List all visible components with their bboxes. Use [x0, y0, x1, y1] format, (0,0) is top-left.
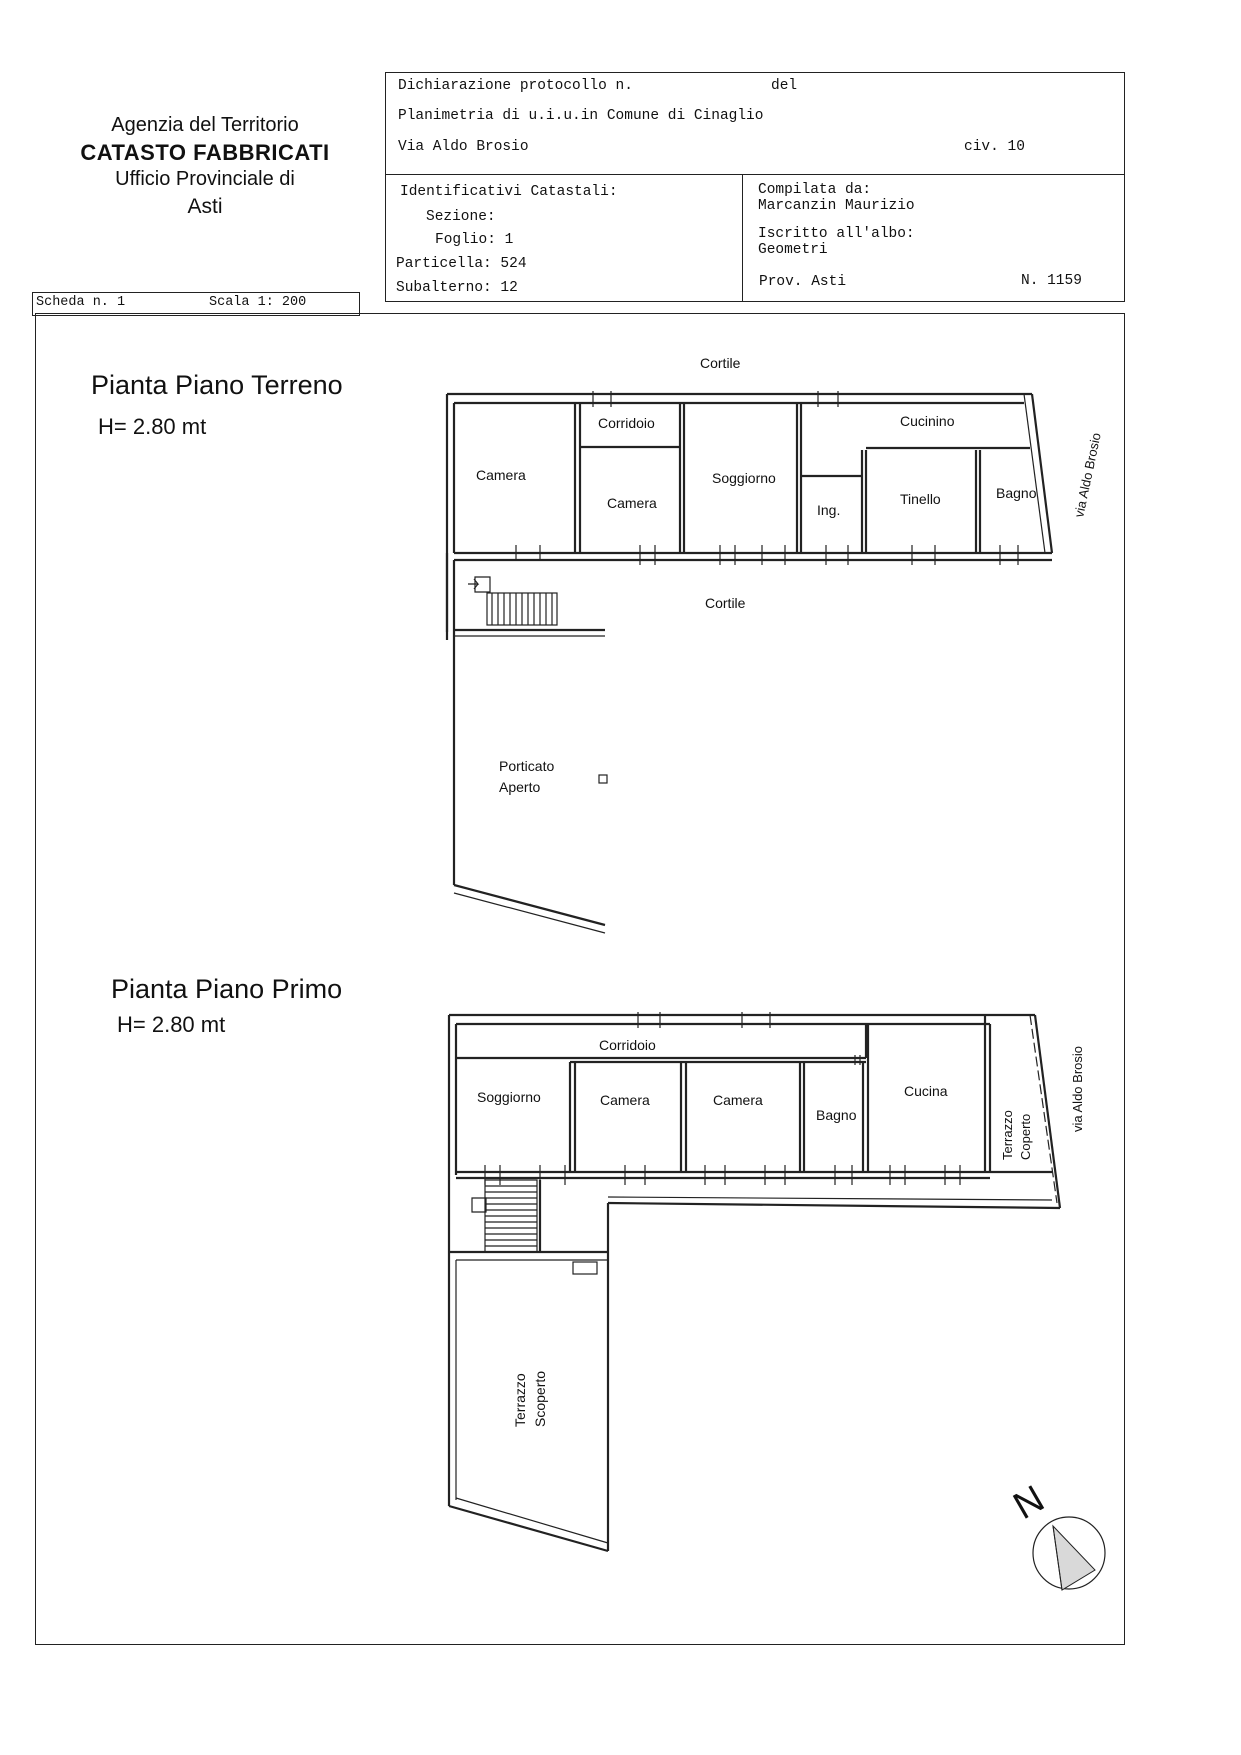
room-label-soggiorno: Soggiorno [477, 1089, 541, 1105]
north-label: N [1006, 1477, 1052, 1528]
room-label-terrazzo-coperto: Terrazzo [1000, 1110, 1015, 1160]
particella-field: Particella: 524 [396, 256, 527, 272]
sezione-field: Sezione: [426, 209, 496, 225]
ground-floor-height: H= 2.80 mt [98, 414, 207, 439]
room-label-soggiorno: Soggiorno [712, 470, 776, 486]
room-label-bagno: Bagno [996, 485, 1037, 501]
wall [608, 1203, 1060, 1208]
room-label-cucina: Cucina [904, 1083, 948, 1099]
street-label: via Aldo Brosio [1071, 431, 1104, 519]
compilata-label: Compilata da: [758, 182, 872, 198]
compilata-name: Marcanzin Maurizio [758, 198, 915, 214]
north-arrow-icon [1007, 1478, 1105, 1590]
room-label-ingresso: Ing. [817, 502, 841, 518]
room-label-bagno: Bagno [816, 1107, 857, 1123]
wall [454, 893, 605, 933]
room-label-camera: Camera [713, 1092, 763, 1108]
first-floor-plan [449, 1012, 1085, 1551]
room-label-scoperto: Scoperto [532, 1370, 548, 1427]
stair [472, 1180, 537, 1252]
foglio-field: Foglio: 1 [435, 232, 514, 248]
room-label-corridoio: Corridoio [598, 415, 655, 431]
iscritto-label: Iscritto all'albo: [758, 226, 915, 242]
albo-value: Geometri [758, 242, 828, 258]
room-label-tinello: Tinello [900, 491, 941, 507]
address-label: Via Aldo Brosio [398, 139, 529, 155]
room-label-terrazzo-scoperto: Terrazzo [512, 1373, 528, 1427]
albo-number: N. 1159 [1021, 273, 1082, 289]
street-label: via Aldo Brosio [1070, 1046, 1085, 1132]
room-label-corridoio: Corridoio [599, 1037, 656, 1053]
room-label-cortile-bottom: Cortile [705, 595, 746, 611]
identificativi-title: Identificativi Catastali: [400, 184, 618, 200]
room-label-camera: Camera [607, 495, 657, 511]
first-floor-title: Pianta Piano Primo [111, 974, 343, 1004]
del-label: del [771, 78, 798, 94]
room-label-camera: Camera [600, 1092, 650, 1108]
wall [456, 1498, 608, 1543]
stair [468, 577, 557, 625]
subalterno-field: Subalterno: 12 [396, 280, 518, 296]
wall [454, 885, 605, 925]
room-label-aperto: Aperto [499, 779, 541, 795]
room-label-cortile-top: Cortile [700, 355, 741, 371]
scale-label: Scala 1: 200 [209, 295, 307, 310]
province-name: Asti [187, 195, 223, 218]
agency-name: Agenzia del Territorio [111, 114, 299, 136]
ufficio-label: Ufficio Provinciale di [115, 168, 295, 190]
wall [449, 1506, 608, 1551]
planimetria-label: Planimetria di u.i.u.in Comune di Cinaglio [398, 108, 764, 124]
pillar [599, 775, 607, 783]
room-label-coperto: Coperto [1018, 1113, 1033, 1160]
dichiarazione-label: Dichiarazione protocollo n. [398, 78, 633, 94]
ground-floor-title: Pianta Piano Terreno [91, 370, 343, 400]
step [573, 1262, 597, 1274]
wall [1030, 1015, 1057, 1203]
wall [1035, 1015, 1060, 1208]
room-label-cucinino: Cucinino [900, 413, 955, 429]
wall [608, 1197, 1052, 1200]
province-value: Prov. Asti [759, 274, 847, 290]
catasto-title: CATASTO FABBRICATI [80, 140, 330, 165]
room-label-porticato: Porticato [499, 758, 555, 774]
first-floor-height: H= 2.80 mt [117, 1012, 226, 1037]
civic-number: civ. 10 [964, 139, 1025, 155]
ground-floor-plan [447, 355, 1104, 933]
scheda-number: Scheda n. 1 [36, 295, 126, 310]
room-label-camera: Camera [476, 467, 526, 483]
